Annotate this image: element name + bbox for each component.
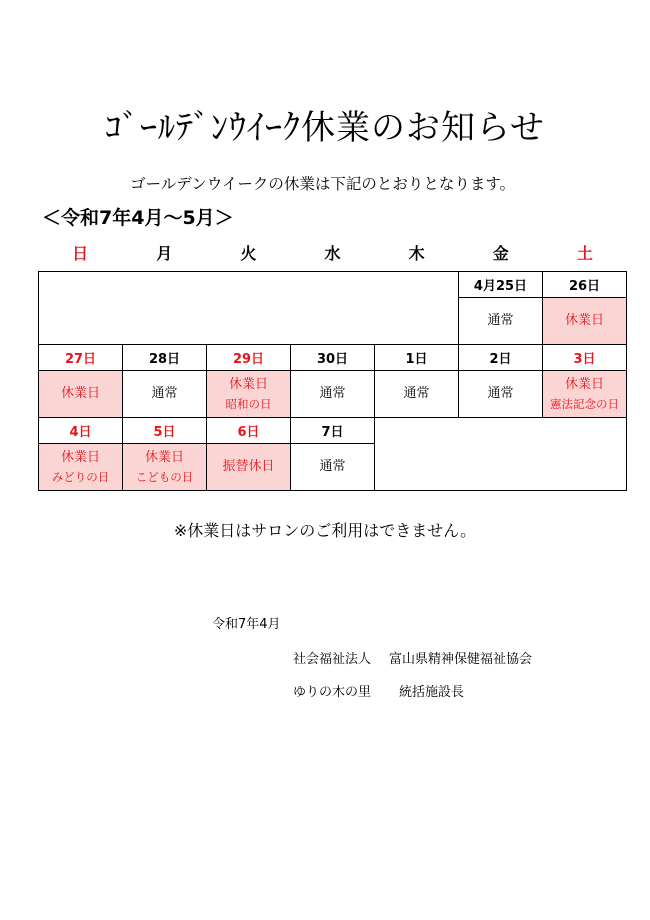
week1-date-row	[39, 272, 627, 298]
issue-date: 令和7年4月	[212, 617, 281, 632]
weekday-tue: 火	[240, 244, 257, 263]
holiday-calendar	[38, 271, 627, 491]
signatory-line	[293, 681, 464, 700]
date-cell: 28日	[123, 345, 207, 371]
weekday-thu: 木	[408, 244, 425, 263]
holiday-name: こどもの日	[135, 470, 194, 484]
holiday-cell	[207, 371, 291, 418]
weekday-mon: 月	[156, 244, 173, 263]
status-cell: 通常	[375, 371, 459, 418]
weekday-sun: 日	[72, 244, 89, 263]
org-type: 社会福祉法人	[293, 652, 372, 667]
date-cell: 4月25日	[459, 272, 543, 298]
date-cell: 6日	[207, 418, 291, 444]
date-cell: 1日	[375, 345, 459, 371]
weekday-header	[38, 243, 627, 265]
week2-status-row	[39, 371, 627, 418]
status-label: 休業日	[228, 377, 268, 392]
week3-date-row	[39, 418, 627, 444]
holiday-cell: 振替休日	[207, 444, 291, 491]
org-name: 富山県精神保健福祉協会	[389, 652, 533, 667]
period-heading: ＜令和7年4月～5月＞	[42, 207, 234, 229]
facility-name: ゆりの木の里	[293, 685, 372, 700]
date-cell: 7日	[291, 418, 375, 444]
usage-notice: ※休業日はサロンのご利用はできません。	[173, 521, 477, 540]
signatory-position: 統括施設長	[399, 685, 465, 700]
date-cell: 27日	[39, 345, 123, 371]
status-cell: 通常	[291, 444, 375, 491]
week2-date-row	[39, 345, 627, 371]
status-label: 休業日	[564, 377, 604, 392]
status-cell: 通常	[459, 371, 543, 418]
date-cell: 3日	[543, 345, 627, 371]
date-cell: 30日	[291, 345, 375, 371]
holiday-cell	[543, 371, 627, 418]
status-label: 休業日	[144, 450, 184, 465]
status-cell: 通常	[459, 298, 543, 345]
weekday-sat: 土	[576, 244, 593, 263]
intro-text: ゴールデンウイークの休業は下記のとおりとなります。	[130, 175, 516, 193]
holiday-cell	[123, 444, 207, 491]
holiday-name: みどりの日	[51, 470, 110, 484]
holiday-cell: 休業日	[39, 371, 123, 418]
holiday-cell	[39, 444, 123, 491]
holiday-name: 昭和の日	[225, 397, 272, 411]
weekday-wed: 水	[324, 244, 341, 263]
date-cell: 5日	[123, 418, 207, 444]
date-cell: 4日	[39, 418, 123, 444]
status-cell: 通常	[123, 371, 207, 418]
status-label: 休業日	[60, 450, 100, 465]
status-cell: 通常	[291, 371, 375, 418]
page-title: ｺﾞｰﾙﾃﾞﾝｳｲｰｸ休業のお知らせ	[105, 108, 545, 148]
holiday-cell: 休業日	[543, 298, 627, 345]
empty-cell	[375, 418, 627, 491]
holiday-name: 憲法記念の日	[550, 397, 619, 411]
date-cell: 2日	[459, 345, 543, 371]
date-cell: 29日	[207, 345, 291, 371]
weekday-fri: 金	[492, 244, 509, 263]
empty-cell	[39, 272, 459, 345]
organization-line	[293, 648, 532, 667]
date-cell: 26日	[543, 272, 627, 298]
